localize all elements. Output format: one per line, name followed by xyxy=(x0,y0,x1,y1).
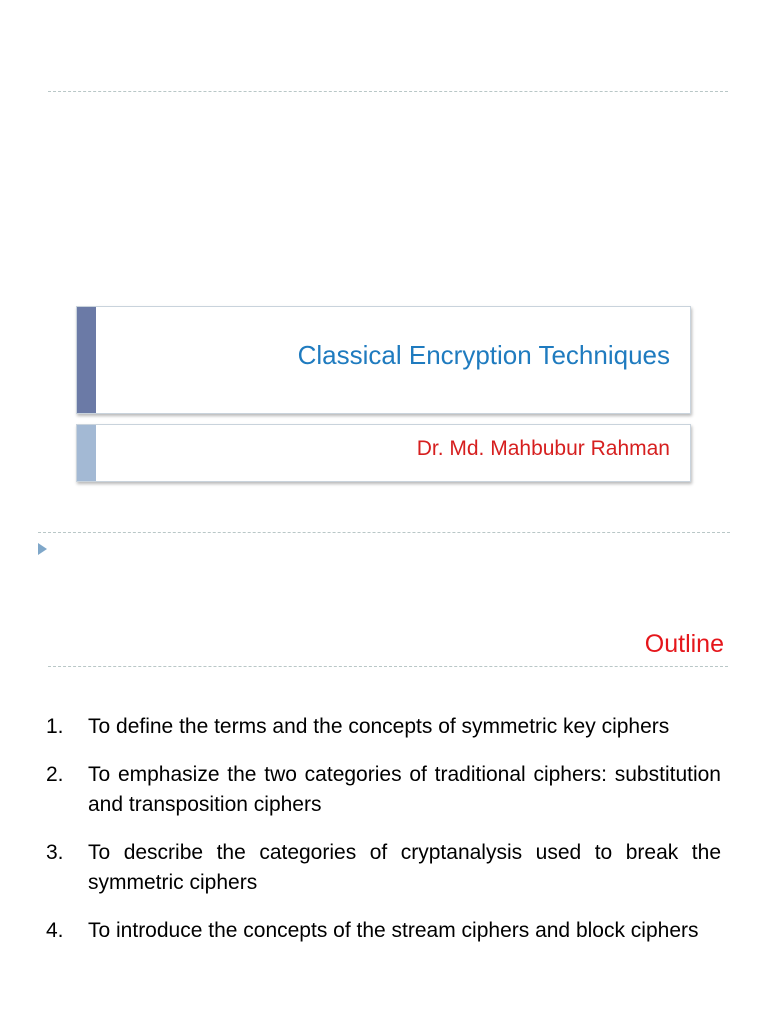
top-divider xyxy=(48,91,728,92)
objective-text: To define the terms and the concepts of symmetric key ciphers xyxy=(88,715,670,738)
slide-separator xyxy=(38,532,730,533)
title-accent-bar xyxy=(77,307,96,413)
outline-heading: Outline xyxy=(644,630,724,658)
slide-bullet-arrow-icon xyxy=(38,543,47,555)
author-accent-bar xyxy=(77,425,96,481)
objective-text: To describe the categories of cryptanalysis used to break the symmetric ciphers xyxy=(88,841,721,894)
title-box xyxy=(76,306,691,414)
objective-number: 3. xyxy=(46,841,64,864)
objective-number: 1. xyxy=(46,715,64,738)
outline-divider xyxy=(48,666,728,667)
objective-text: To emphasize the two categories of traditional ciphers: substitution and transposition ciphers xyxy=(88,763,721,816)
objective-item xyxy=(46,712,721,742)
objective-text: To introduce the concepts of the stream ciphers and block ciphers xyxy=(88,919,699,942)
slide-title: Classical Encryption Techniques xyxy=(297,340,670,370)
objectives-list xyxy=(46,712,721,964)
objective-item xyxy=(46,916,721,946)
objective-item xyxy=(46,760,721,820)
objective-item xyxy=(46,838,721,898)
author-name: Dr. Md. Mahbubur Rahman xyxy=(416,437,670,460)
objective-number: 4. xyxy=(46,919,64,942)
author-box xyxy=(76,424,691,482)
objective-number: 2. xyxy=(46,763,64,786)
